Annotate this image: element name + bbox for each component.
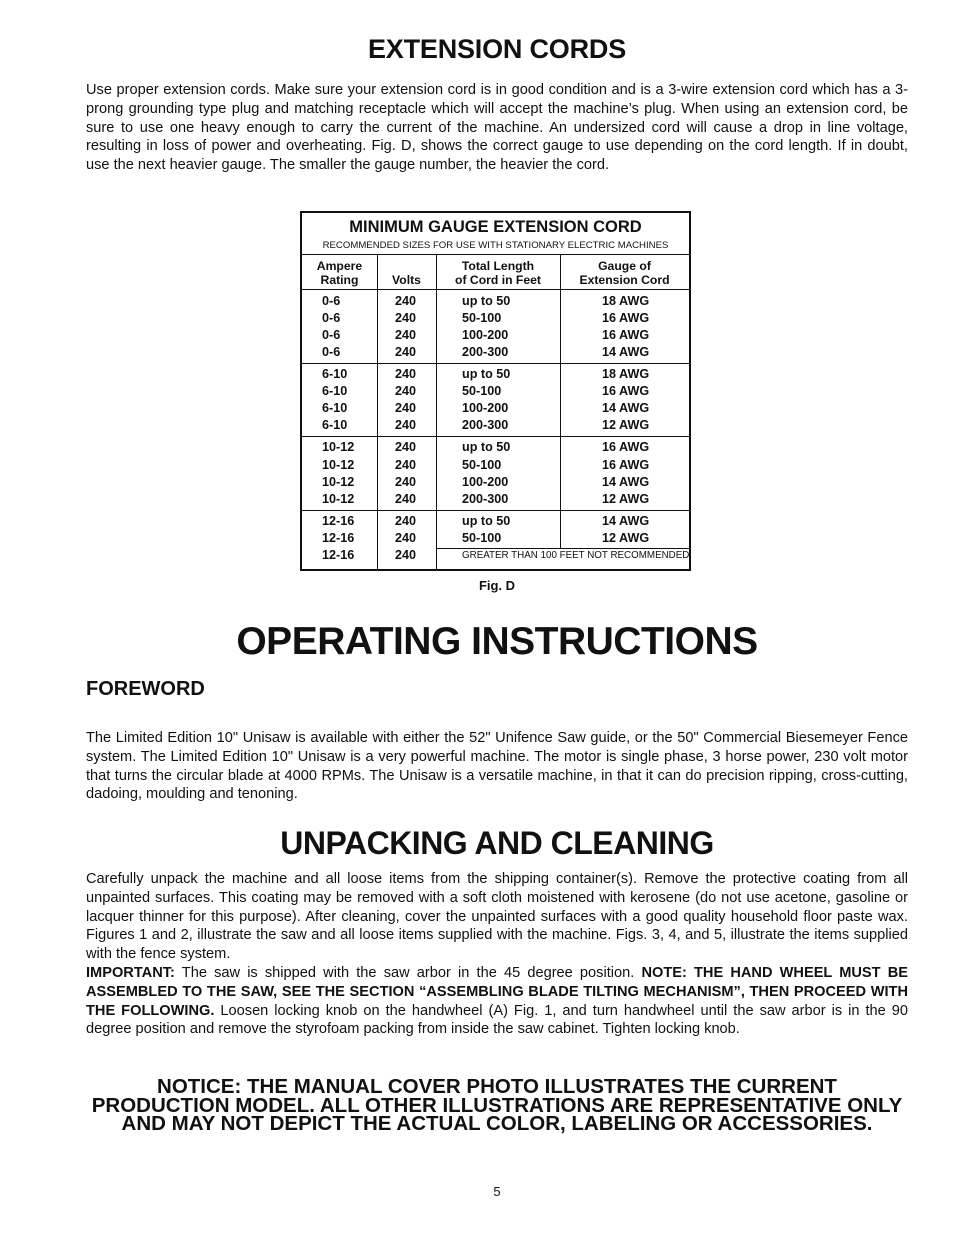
table-cell: 6-10 bbox=[322, 384, 348, 398]
table-cell: 12 AWG bbox=[602, 492, 650, 506]
table-divider bbox=[302, 436, 689, 437]
table-cell: 16 AWG bbox=[602, 458, 650, 472]
table-cell: up to 50 bbox=[462, 440, 511, 454]
table-cell: 240 bbox=[395, 367, 417, 381]
table-cell: 14 AWG bbox=[602, 514, 650, 528]
table-cell: 50-100 bbox=[462, 531, 502, 545]
table-cell: 0-6 bbox=[322, 345, 341, 359]
table-col-line bbox=[377, 255, 378, 569]
unpacking-heading: UNPACKING AND CLEANING bbox=[280, 825, 714, 861]
figure-caption: Fig. D bbox=[478, 578, 516, 593]
table-cell: up to 50 bbox=[462, 294, 511, 308]
table-cell: 240 bbox=[395, 311, 417, 325]
extension-cords-text: Use proper extension cords. Make sure your extension cord is in good condition and is a 3-wire extension cord which has a 3-prong grounding type plug and matching receptacle which will accept the machine’s plug. When using an extension cord, be sure to use one heavy enough to carry the current of the machine. An undersized cord will cause a drop in line voltage, resulting in loss of power and overheating. Fig. D, shows the correct gauge to use depending on the cord length. If in doubt, use the next heavier gauge. The smaller the gauge number, the heavier the cord. bbox=[86, 82, 908, 174]
operating-instructions-heading: OPERATING INSTRUCTIONS bbox=[236, 620, 758, 663]
table-cell: 200-300 bbox=[462, 418, 509, 432]
foreword-text: The Limited Edition 10" Unisaw is available with either the 52" Unifence Saw guide, or the 50" Commercial Biesemeyer Fence system. The Limited Edition 10" Unisaw is a very powerful machine. The motor is single phase, 3 horse power, 230 volt motor that turns the circular blade at 4000 RPMs. The Unisaw is a versatile machine, in that it can do precision ripping, cross-cutting, dadoing, moulding and tenoning. bbox=[86, 730, 908, 803]
col-header-volts: Volts bbox=[392, 273, 421, 287]
table-cell: up to 50 bbox=[462, 514, 511, 528]
table-cell: 50-100 bbox=[462, 384, 502, 398]
table-cell: 100-200 bbox=[462, 328, 509, 342]
table-cell: 240 bbox=[395, 531, 417, 545]
table-col-line bbox=[436, 255, 437, 569]
col-header-ampere: Ampere Rating bbox=[316, 259, 363, 287]
table-cell: 240 bbox=[395, 514, 417, 528]
important-body: The saw is shipped with the saw arbor in the 45 degree position. bbox=[174, 965, 642, 981]
table-cell: 240 bbox=[395, 384, 417, 398]
table-col-line bbox=[560, 255, 561, 548]
table-cell: 10-12 bbox=[322, 492, 355, 506]
table-cell: 16 AWG bbox=[602, 384, 650, 398]
table-cell: 12-16 bbox=[322, 531, 355, 545]
table-cell: 14 AWG bbox=[602, 401, 650, 415]
table-cell: 240 bbox=[395, 418, 417, 432]
table-cell: 50-100 bbox=[462, 458, 502, 472]
table-cell: 18 AWG bbox=[602, 367, 650, 381]
table-subtitle: RECOMMENDED SIZES FOR USE WITH STATIONARY ELECTRIC MACHINES bbox=[322, 240, 669, 251]
table-note: GREATER THAN 100 FEET NOT RECOMMENDED bbox=[462, 550, 690, 561]
table-cell: 12-16 bbox=[322, 514, 355, 528]
unpacking-text: Carefully unpack the machine and all loose items from the shipping container(s). Remove the protective coating from all unpainted surfaces. This coating may be removed with a soft cloth moistened with kerosene (do not use acetone, gasoline or lacquer thinner for this purpose). After cleaning, cover the unpainted surfaces with a good quality household floor paste wax. Figures 1 and 2, illustrate the saw and all loose items supplied with the machine. Figs. 3, 4, and 5, illustrate the items supplied with the fence system. bbox=[86, 871, 908, 963]
table-cell: 6-10 bbox=[322, 367, 348, 381]
table-cell: 6-10 bbox=[322, 418, 348, 432]
table-cell: 16 AWG bbox=[602, 311, 650, 325]
table-cell: 16 AWG bbox=[602, 328, 650, 342]
important-label: IMPORTANT: bbox=[86, 965, 175, 981]
table-cell: 14 AWG bbox=[602, 345, 650, 359]
table-cell: 100-200 bbox=[462, 401, 509, 415]
extension-cords-heading: EXTENSION CORDS bbox=[367, 34, 627, 64]
table-cell: 240 bbox=[395, 345, 417, 359]
col-header-length: Total Length of Cord in Feet bbox=[455, 259, 541, 287]
table-cell: 50-100 bbox=[462, 311, 502, 325]
table-cell: 100-200 bbox=[462, 475, 509, 489]
table-cell: 240 bbox=[395, 492, 417, 506]
table-cell: 10-12 bbox=[322, 475, 355, 489]
table-cell: 14 AWG bbox=[602, 475, 650, 489]
table-divider bbox=[302, 289, 689, 290]
col-header-gauge: Gauge of Extension Cord bbox=[579, 259, 670, 287]
table-cell: 200-300 bbox=[462, 345, 509, 359]
table-cell: up to 50 bbox=[462, 367, 511, 381]
table-cell: 240 bbox=[395, 458, 417, 472]
gauge-table bbox=[300, 211, 691, 571]
table-cell: 200-300 bbox=[462, 492, 509, 506]
table-cell: 12 AWG bbox=[602, 531, 650, 545]
table-cell: 6-10 bbox=[322, 401, 348, 415]
table-cell: 12-16 bbox=[322, 548, 355, 562]
table-cell: 0-6 bbox=[322, 328, 341, 342]
table-cell: 240 bbox=[395, 475, 417, 489]
table-cell: 16 AWG bbox=[602, 440, 650, 454]
table-cell: 18 AWG bbox=[602, 294, 650, 308]
important-text bbox=[86, 964, 908, 1039]
page-number: 5 bbox=[493, 1184, 501, 1199]
table-divider bbox=[302, 363, 689, 364]
table-cell: 0-6 bbox=[322, 311, 341, 325]
notice-text: NOTICE: THE MANUAL COVER PHOTO ILLUSTRATES THE CURRENT PRODUCTION MODEL. ALL OTHER ILLUSTRATIONS ARE REPRESENTATIVE ONLY AND MAY NOT DEPICT THE ACTUAL COLOR, LABELING OR ACCESSORIES. bbox=[91, 1075, 903, 1136]
table-divider bbox=[436, 548, 689, 549]
table-cell: 240 bbox=[395, 440, 417, 454]
table-cell: 12 AWG bbox=[602, 418, 650, 432]
table-divider bbox=[302, 254, 689, 255]
table-cell: 10-12 bbox=[322, 458, 355, 472]
table-divider bbox=[302, 510, 689, 511]
foreword-heading: FOREWORD bbox=[86, 678, 205, 700]
hand-wheel-note: NOTE: THE HAND WHEEL MUST BE ASSEMBLED TO THE SAW, SEE THE SECTION “ASSEMBLING BLADE TILTING MECHANISM”, THEN PROCEED WITH THE FOLLOWING. bbox=[86, 965, 908, 1019]
table-cell: 240 bbox=[395, 328, 417, 342]
table-cell: 0-6 bbox=[322, 294, 341, 308]
table-cell: 240 bbox=[395, 401, 417, 415]
table-cell: 240 bbox=[395, 294, 417, 308]
handwheel-instructions: Loosen locking knob on the handwheel (A) Fig. 1, and turn handwheel until the saw arbor is in the 90 degree position and remove the styrofoam packing from inside the saw cabinet. Tighten locking knob. bbox=[86, 1002, 909, 1038]
table-cell: 240 bbox=[395, 548, 417, 562]
table-cell: 10-12 bbox=[322, 440, 355, 454]
table-title: MINIMUM GAUGE EXTENSION CORD bbox=[349, 218, 642, 236]
